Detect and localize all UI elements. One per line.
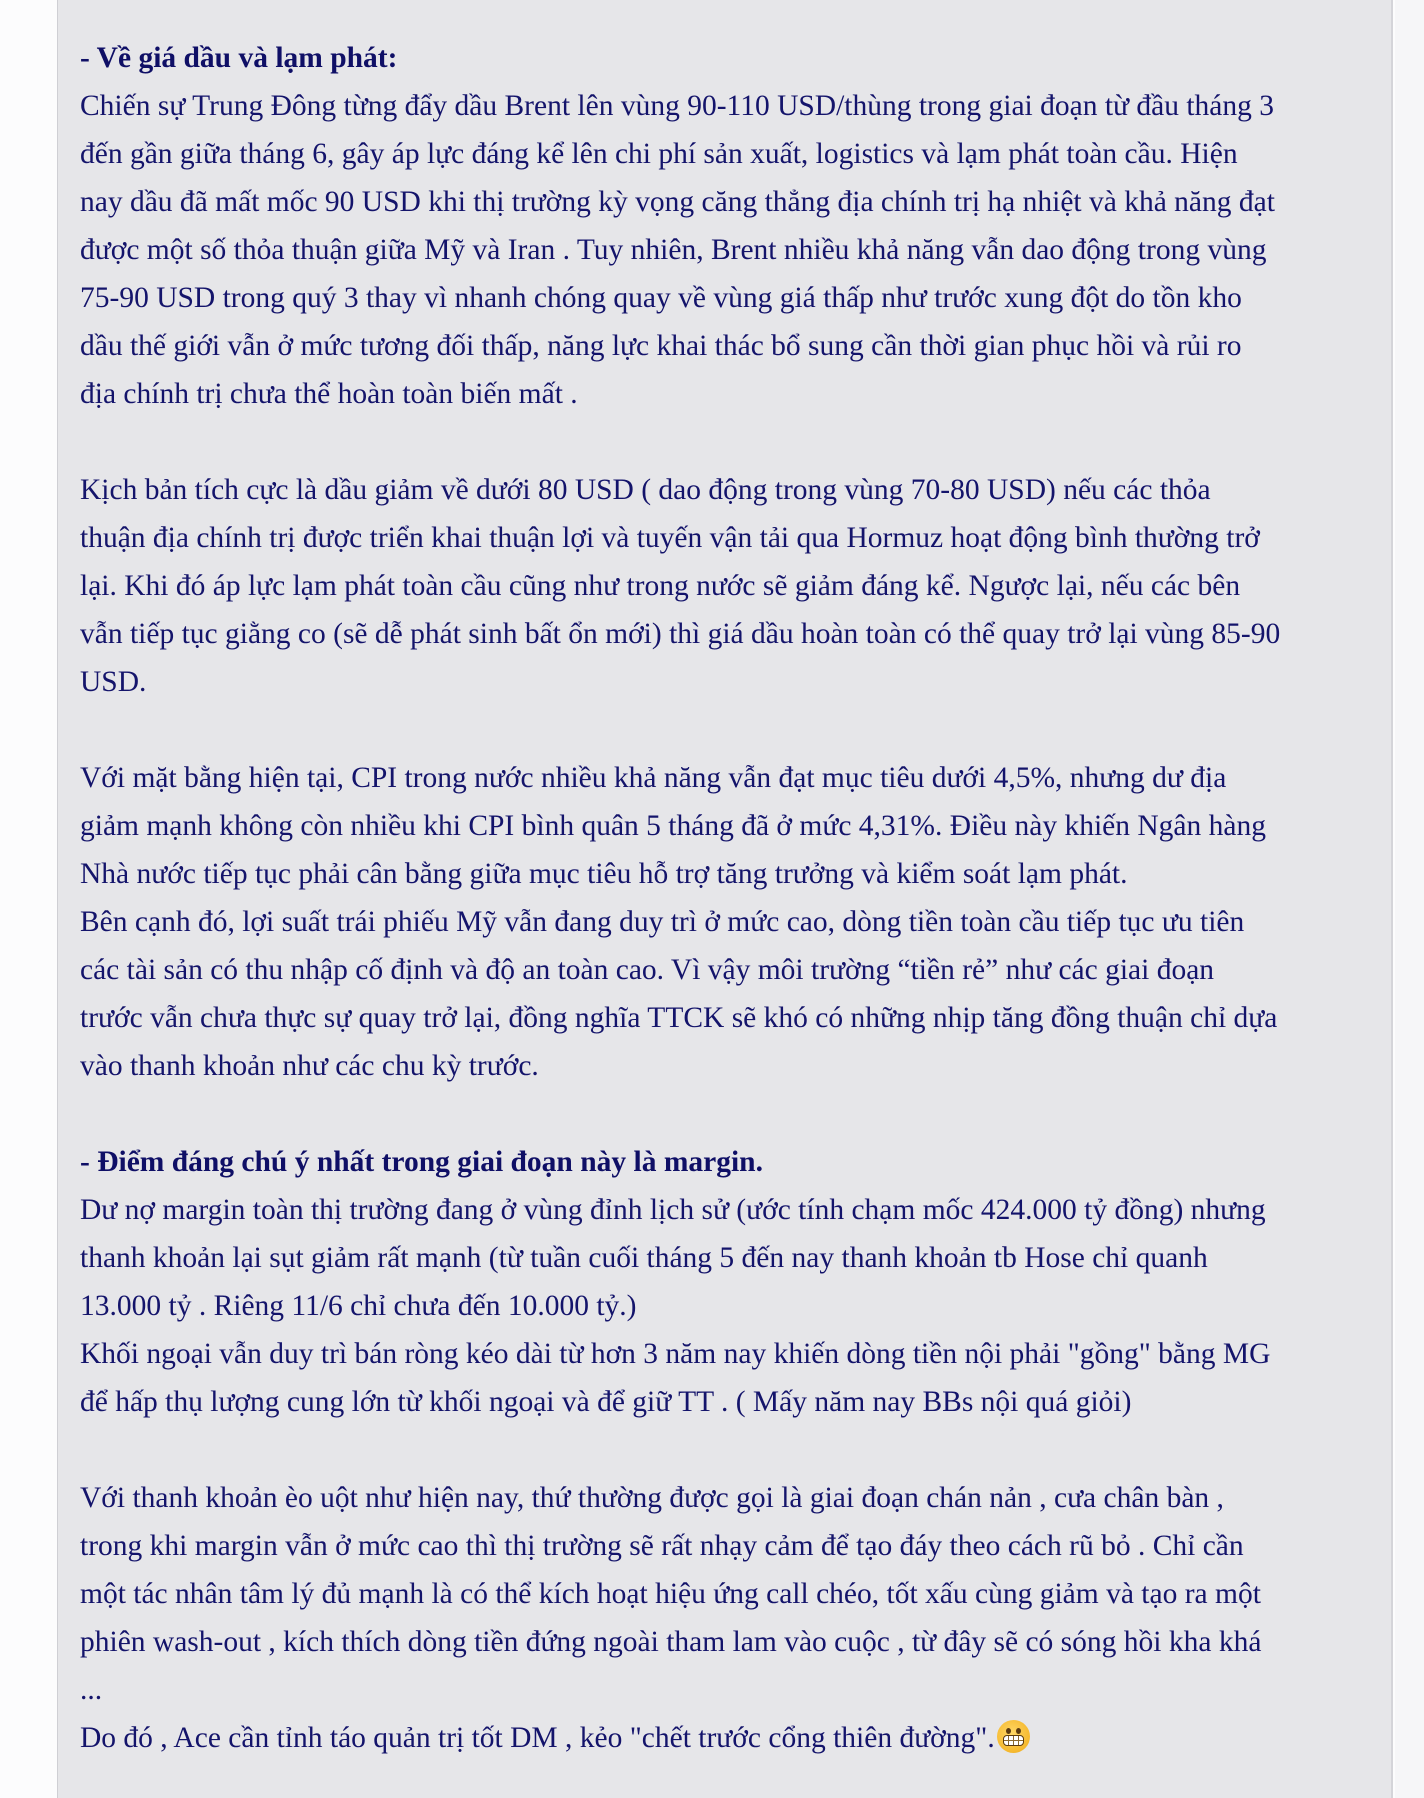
paragraph-line: vào thanh khoản như các chu kỳ trước. — [80, 1050, 539, 1082]
paragraph-gap — [80, 706, 1385, 754]
paragraph-line: để hấp thụ lượng cung lớn từ khối ngoại và để giữ TT . ( Mấy năm nay BBs nội quá giỏi) — [80, 1386, 1132, 1418]
paragraph-line: nay dầu đã mất mốc 90 USD khi thị trường kỳ vọng căng thẳng địa chính trị hạ nhiệt và khả năng đạt — [80, 186, 1275, 218]
paragraph-line: Chiến sự Trung Đông từng đẩy dầu Brent lên vùng 90-110 USD/thùng trong giai đoạn từ đầu tháng 3 — [80, 90, 1275, 122]
paragraph-line: được một số thỏa thuận giữa Mỹ và Iran . Tuy nhiên, Brent nhiều khả năng vẫn dao động trong vùng — [80, 234, 1267, 266]
paragraph-line: 13.000 tỷ . Riêng 11/6 chỉ chưa đến 10.000 tỷ.) — [80, 1290, 637, 1322]
post-content — [80, 34, 1385, 1762]
paragraph-line: Bên cạnh đó, lợi suất trái phiếu Mỹ vẫn đang duy trì ở mức cao, dòng tiền toàn cầu tiếp tục ưu tiên — [80, 906, 1245, 938]
paragraph-gap — [80, 418, 1385, 466]
grimacing-face-icon — [997, 1720, 1030, 1753]
paragraph-gap — [80, 1090, 1385, 1138]
page-margin — [1395, 0, 1424, 1798]
section-heading-margin: - Điểm đáng chú ý nhất trong giai đoạn này là margin. — [80, 1146, 763, 1178]
paragraph-line: các tài sản có thu nhập cố định và độ an toàn cao. Vì vậy môi trường “tiền rẻ” như các giai đoạn — [80, 954, 1215, 986]
paragraph-line: 75-90 USD trong quý 3 thay vì nhanh chóng quay về vùng giá thấp như trước xung đột do tồn kho — [80, 282, 1242, 314]
paragraph-line: ... — [80, 1674, 103, 1706]
paragraph-line: USD. — [80, 666, 147, 698]
paragraph-line: trong khi margin vẫn ở mức cao thì thị trường sẽ rất nhạy cảm để tạo đáy theo cách rũ bỏ . Chỉ cần — [80, 1530, 1244, 1562]
paragraph-line: Nhà nước tiếp tục phải cân bằng giữa mục tiêu hỗ trợ tăng trưởng và kiểm soát lạm phát. — [80, 858, 1128, 890]
paragraph-line: vẫn tiếp tục giằng co (sẽ dễ phát sinh bất ổn mới) thì giá dầu hoàn toàn có thể quay trở lại vùng 85-90 — [80, 618, 1281, 650]
paragraph-line: một tác nhân tâm lý đủ mạnh là có thể kích hoạt hiệu ứng call chéo, tốt xấu cùng giảm và tạo ra một — [80, 1578, 1261, 1610]
paragraph-line: Với mặt bằng hiện tại, CPI trong nước nhiều khả năng vẫn đạt mục tiêu dưới 4,5%, nhưng dư địa — [80, 762, 1227, 794]
paragraph-line: giảm mạnh không còn nhiều khi CPI bình quân 5 tháng đã ở mức 4,31%. Điều này khiến Ngân hàng — [80, 810, 1266, 842]
paragraph-line: dầu thế giới vẫn ở mức tương đối thấp, năng lực khai thác bổ sung cần thời gian phục hồi và rủi ro — [80, 330, 1242, 362]
paragraph-line: phiên wash-out , kích thích dòng tiền đứng ngoài tham lam vào cuộc , từ đây sẽ có sóng hồi kha khá — [80, 1626, 1262, 1658]
paragraph-line: Kịch bản tích cực là dầu giảm về dưới 80 USD ( dao động trong vùng 70-80 USD) nếu các thỏa — [80, 474, 1211, 506]
paragraph-line: thanh khoản lại sụt giảm rất mạnh (từ tuần cuối tháng 5 đến nay thanh khoản tb Hose chỉ quanh — [80, 1242, 1208, 1274]
paragraph-line: lại. Khi đó áp lực lạm phát toàn cầu cũng như trong nước sẽ giảm đáng kể. Ngược lại, nếu các bên — [80, 570, 1241, 602]
paragraph-line: Với thanh khoản èo uột như hiện nay, thứ thường được gọi là giai đoạn chán nản , cưa chân bàn , — [80, 1482, 1224, 1514]
paragraph-line: trước vẫn chưa thực sự quay trở lại, đồng nghĩa TTCK sẽ khó có những nhịp tăng đồng thuận chỉ dựa — [80, 1002, 1278, 1034]
paragraph-line: Dư nợ margin toàn thị trường đang ở vùng đỉnh lịch sử (ước tính chạm mốc 424.000 tỷ đồng) nhưng — [80, 1194, 1266, 1226]
paragraph-line: Khối ngoại vẫn duy trì bán ròng kéo dài từ hơn 3 năm nay khiến dòng tiền nội phải "gồng" bằng MG — [80, 1338, 1271, 1370]
paragraph-line: đến gần giữa tháng 6, gây áp lực đáng kể lên chi phí sản xuất, logistics và lạm phát toàn cầu. Hiện — [80, 138, 1238, 170]
section-heading-oil: - Về giá dầu và lạm phát: — [80, 42, 398, 74]
paragraph-line: địa chính trị chưa thể hoàn toàn biến mất . — [80, 378, 578, 410]
closing-line — [80, 1714, 1385, 1762]
paragraph-gap — [80, 1426, 1385, 1474]
paragraph-line: thuận địa chính trị được triển khai thuận lợi và tuyến vận tải qua Hormuz hoạt động bình thường trở — [80, 522, 1260, 554]
closing-text: Do đó , Ace cần tỉnh táo quản trị tốt DM , kẻo "chết trước cổng thiên đường". — [80, 1722, 995, 1754]
